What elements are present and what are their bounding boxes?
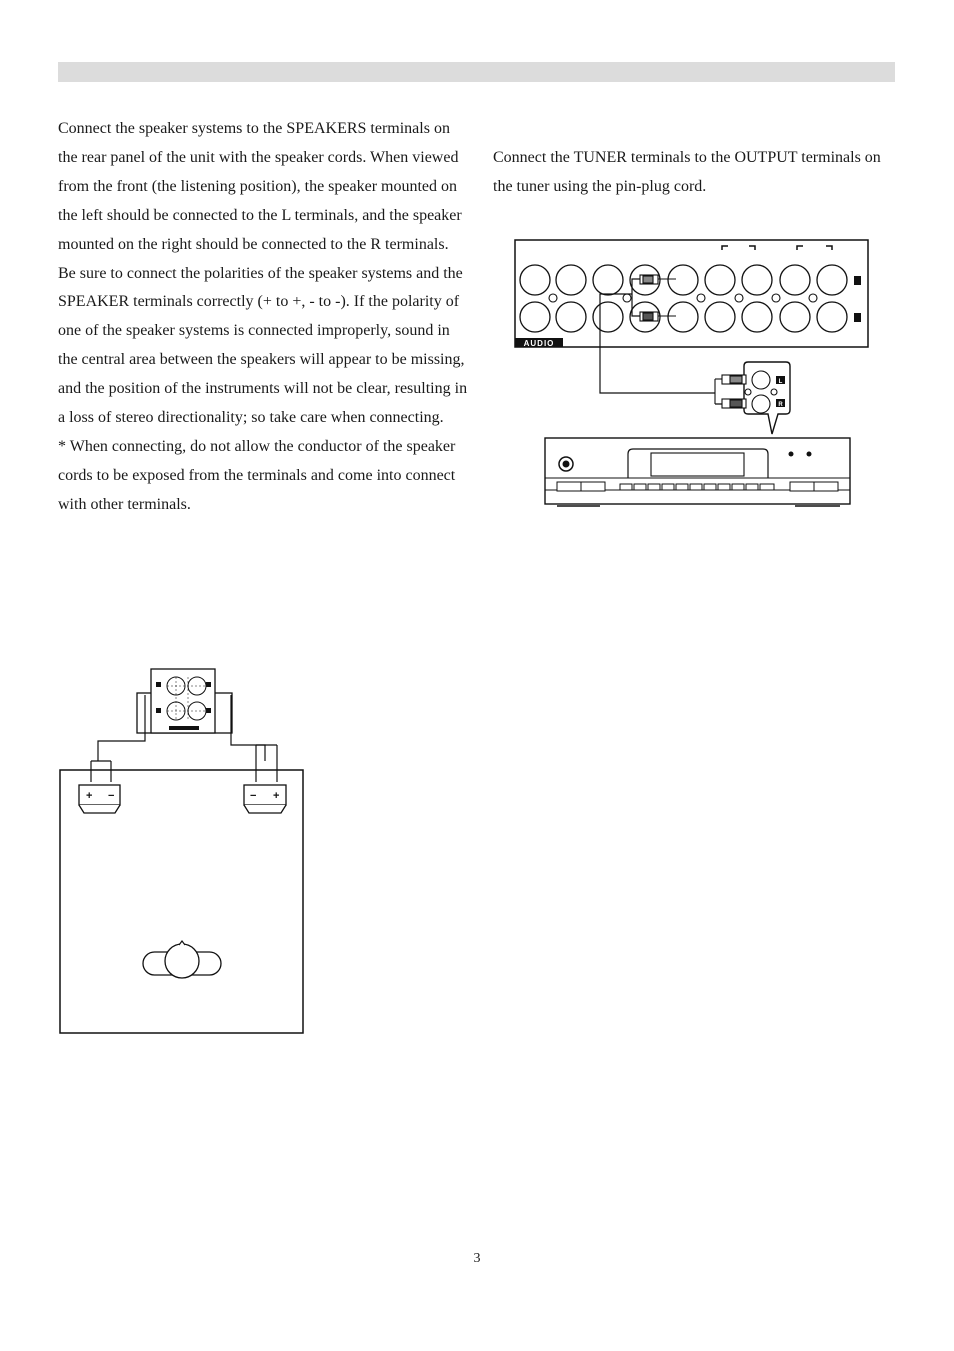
top-row-jacks [520,265,847,295]
tuner-connection-diagram [510,236,875,516]
listener-nose [179,941,185,945]
right-speaker-minus: − [250,790,257,802]
output-jack-l-label: L [778,379,783,385]
speaker-terminal-panel [151,669,215,733]
speaker-connection-diagram [55,665,310,1037]
right-speaker-plus: + [273,790,280,802]
speaker-connection-note: * When connecting, do not allow the conductor of the speaker cords to be exposed from the terminals and come into connect with other terminals. [58,437,456,513]
tuner-pin-plugs [715,375,746,408]
tuner-indicator-1 [789,452,794,457]
tuner-connection-paragraph: Connect the TUNER terminals to the OUTPUT terminals on the tuner using the pin-plug cord. [493,149,881,195]
speaker-connection-figure [55,665,310,1042]
listener-head [165,944,199,978]
tuner-display [651,453,744,476]
tuner-connection-figure [510,236,875,521]
panel-screw-top [854,276,861,285]
tuner-indicator-2 [807,452,812,457]
page-number: 3 [473,1251,481,1266]
panel-screw-bottom [854,313,861,322]
bottom-row-jacks [520,302,847,332]
tuner-connection-text [493,144,893,202]
audio-badge-label: AUDIO [523,339,555,348]
output-jack-r-label: R [778,402,783,408]
left-speaker-minus: − [108,790,115,802]
speaker-connection-text [58,115,468,520]
speaker-connection-paragraph: Connect the speaker systems to the SPEAKERS terminals on the rear panel of the unit with the speaker cords. When viewed from the front (the listening position), the speaker mounted on the left should be connected to the L terminals, and the speaker mounted on the right should be connected to the R terminals. Be sure to connect the polarities of the speaker systems and the SPEAKER terminals correctly (+ to +, - to -). If the polarity of one of the speaker systems is connected improperly, sound in the central area between the speakers will appear to be missing, and the position of the instruments will not be clear, resulting in a loss of stereo directionality; so take care when connecting. [58,120,468,427]
left-speaker-plus: + [86,790,93,802]
section-header-bar [58,62,895,82]
